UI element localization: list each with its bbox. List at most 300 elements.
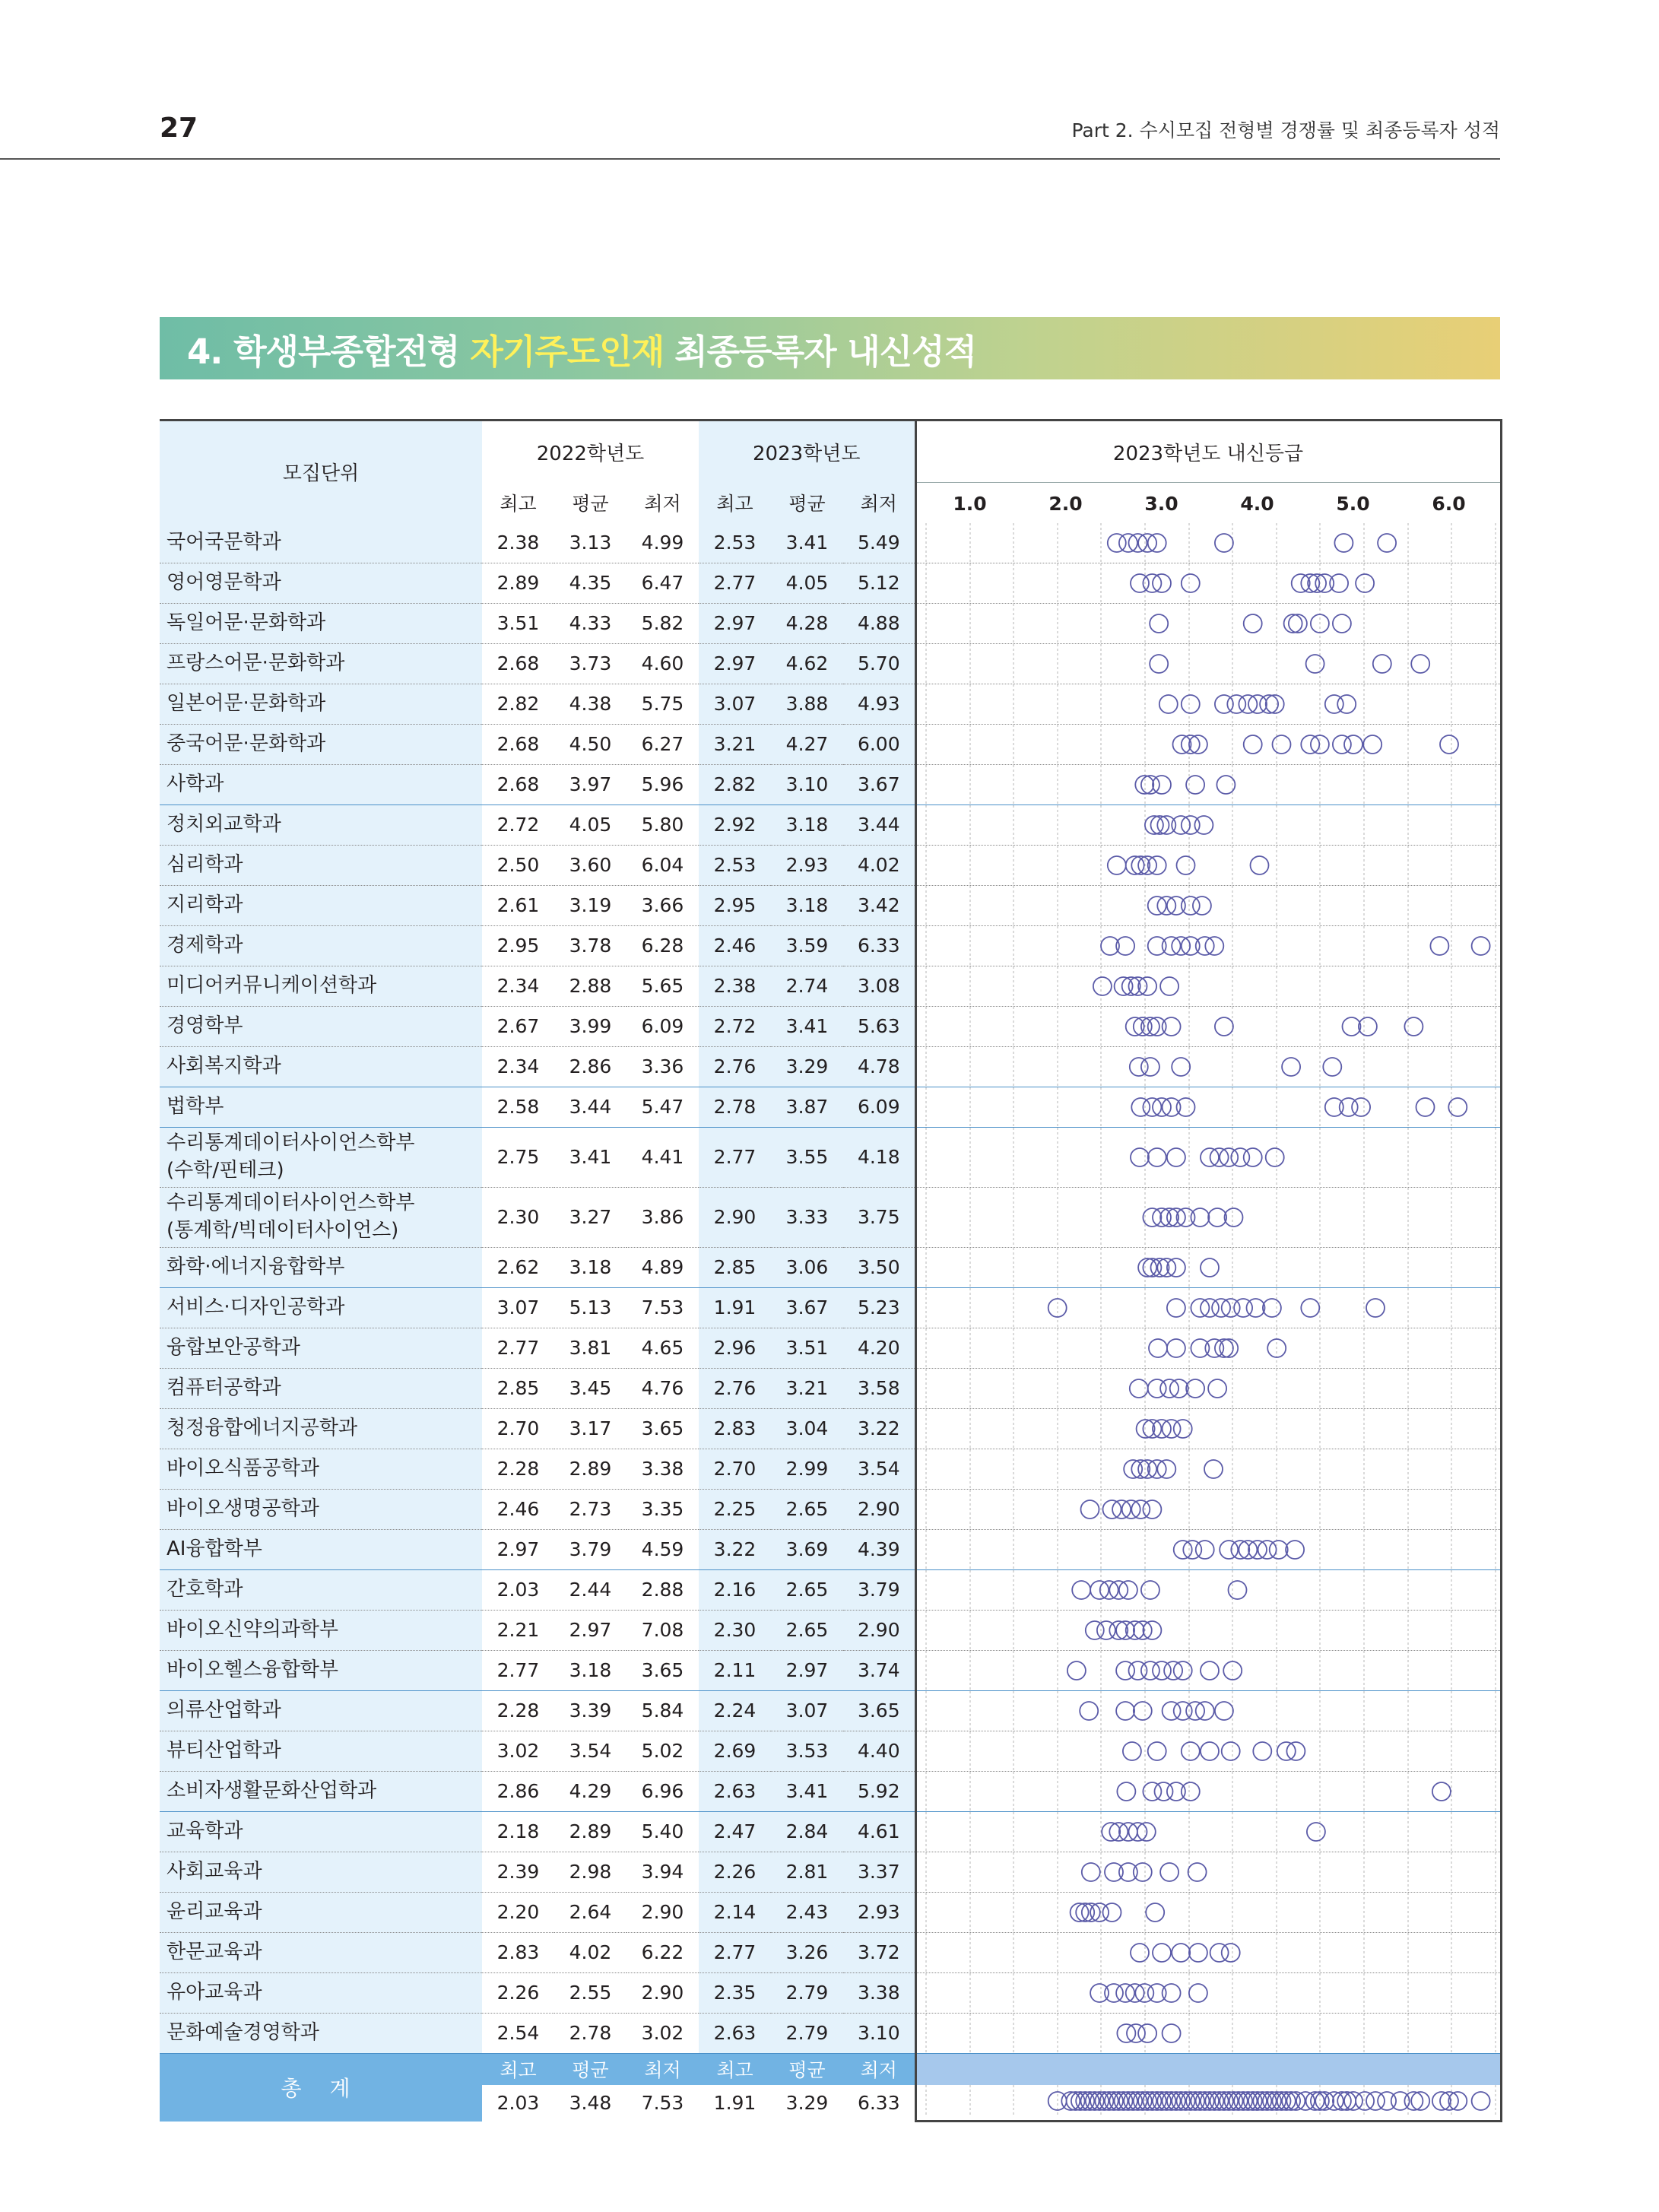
grade-dot <box>1107 534 1125 552</box>
row-value: 3.86 <box>641 1206 684 1228</box>
row-chart <box>915 925 1501 966</box>
row-value: 2.97 <box>699 643 771 684</box>
row-value: 4.40 <box>843 1731 915 1771</box>
row-value: 2.54 <box>496 2022 540 2044</box>
grade-dot <box>1210 1944 1228 1962</box>
row-unit-name: 미디어커뮤니케이션학과 <box>160 966 482 1006</box>
total-chart-band <box>915 2053 1501 2085</box>
grade-dot <box>1372 655 1391 673</box>
row-value: 2.18 <box>496 1820 540 1842</box>
row-value: 3.81 <box>569 1337 612 1359</box>
row-value: 3.22 <box>843 1408 915 1449</box>
row-value: 5.96 <box>641 773 684 795</box>
grade-dot <box>1188 1944 1207 1962</box>
grade-dot <box>1344 735 1362 754</box>
grade-dot <box>1315 574 1334 592</box>
grade-dot <box>1334 534 1353 552</box>
table-row <box>160 1127 1501 1187</box>
grade-dot <box>1181 1742 1199 1760</box>
grade-dot <box>1162 2024 1180 2042</box>
grade-dot-strip <box>917 1007 1498 1046</box>
table-row <box>160 1852 1501 1892</box>
grade-dot-strip <box>917 1893 1498 1932</box>
table-row <box>160 1690 1501 1731</box>
grade-dot-strip <box>917 805 1498 845</box>
row-value: 2.84 <box>771 1811 843 1852</box>
table-row <box>160 724 1501 764</box>
section-title <box>160 317 1500 379</box>
table-row <box>160 1006 1501 1046</box>
grade-dot <box>1188 735 1207 754</box>
grade-dot <box>1143 1782 1161 1801</box>
grade-dot <box>1378 534 1396 552</box>
grade-dot <box>1133 1863 1151 1881</box>
table-row <box>160 684 1501 724</box>
row-chart <box>915 1650 1501 1690</box>
row-value: 3.04 <box>771 1408 843 1449</box>
grade-dot <box>1160 977 1178 995</box>
grade-dot <box>1194 816 1213 834</box>
row-unit-name: 영어영문학과 <box>160 563 482 603</box>
grade-dot <box>1140 1058 1159 1076</box>
header-chart-title: 2023학년도 내신등급 <box>915 421 1501 483</box>
grade-dot <box>1131 1148 1149 1166</box>
row-value: 5.75 <box>641 693 684 715</box>
grade-dot <box>1072 1581 1090 1599</box>
table-row <box>160 1449 1501 1489</box>
grade-dot <box>1146 1903 1164 1922</box>
table-row <box>160 643 1501 684</box>
row-value: 4.65 <box>641 1337 684 1359</box>
grade-dot <box>1214 534 1232 552</box>
row-value: 3.75 <box>843 1187 915 1247</box>
grade-dot <box>1105 1863 1123 1881</box>
row-value: 2.76 <box>699 1368 771 1408</box>
table-row <box>160 1972 1501 2013</box>
grade-dot <box>1201 1661 1219 1680</box>
grade-dot <box>1147 1742 1166 1760</box>
grade-dot <box>1220 1339 1238 1357</box>
grade-dot-strip <box>917 1812 1498 1852</box>
grade-dot <box>1286 1541 1304 1559</box>
grade-dot <box>1342 1017 1360 1036</box>
grade-dot-strip <box>917 1852 1498 1892</box>
row-value: 3.42 <box>843 885 915 925</box>
row-value: 6.33 <box>843 925 915 966</box>
row-value: 6.47 <box>641 572 684 594</box>
row-value: 2.89 <box>496 572 540 594</box>
header-sub-min-2022: 최저 <box>626 483 699 523</box>
grade-dot <box>1430 937 1448 955</box>
row-chart <box>915 1771 1501 1811</box>
row-value: 4.60 <box>641 652 684 674</box>
grade-dot <box>1265 1148 1283 1166</box>
grade-dot <box>1118 1863 1137 1881</box>
row-unit-name: 소비자생활문화산업학과 <box>160 1771 482 1811</box>
row-value: 2.81 <box>771 1852 843 1892</box>
grade-dot <box>1166 1339 1185 1357</box>
grade-dot <box>1080 1500 1099 1519</box>
row-unit-name: 의류산업학과 <box>160 1690 482 1731</box>
grade-dot <box>1162 1017 1180 1036</box>
total-row <box>160 2053 1501 2085</box>
row-unit-name: 사회교육과 <box>160 1852 482 1892</box>
row-chart <box>915 1006 1501 1046</box>
row-value: 4.88 <box>843 603 915 643</box>
row-chart <box>915 1187 1501 1247</box>
row-value: 3.07 <box>699 684 771 724</box>
row-value: 2.92 <box>699 805 771 845</box>
row-value: 2.68 <box>496 733 540 755</box>
grade-dot <box>1159 695 1177 713</box>
row-unit-name: 컴퓨터공학과 <box>160 1368 482 1408</box>
row-value: 2.77 <box>699 563 771 603</box>
row-value: 2.53 <box>699 523 771 563</box>
grade-dot <box>1181 574 1199 592</box>
row-value: 2.30 <box>699 1610 771 1650</box>
row-value: 4.99 <box>641 532 684 554</box>
grade-dot <box>1282 1058 1300 1076</box>
table-row <box>160 2013 1501 2053</box>
row-value: 3.06 <box>771 1247 843 1287</box>
table-row <box>160 1569 1501 1610</box>
row-value: 3.41 <box>771 1771 843 1811</box>
grade-dot-strip <box>917 725 1498 764</box>
grade-dot <box>1166 1782 1185 1801</box>
header-sub-max-2022: 최고 <box>482 483 554 523</box>
total-chart <box>915 2085 1501 2122</box>
row-value: 2.72 <box>699 1006 771 1046</box>
grade-dot <box>1324 1098 1343 1116</box>
grade-dot <box>1181 1782 1199 1801</box>
row-value: 2.77 <box>699 1127 771 1187</box>
table-row <box>160 1287 1501 1328</box>
row-value: 2.86 <box>496 1780 540 1802</box>
row-value: 3.99 <box>569 1015 612 1037</box>
row-value: 2.88 <box>641 1579 684 1601</box>
row-chart <box>915 764 1501 805</box>
grade-dot <box>1404 1017 1423 1036</box>
row-value: 2.98 <box>569 1861 612 1883</box>
row-value: 2.89 <box>569 1458 612 1480</box>
chart-axis <box>915 483 1501 523</box>
grade-dot <box>1201 1258 1219 1277</box>
total-sub-header: 최고 <box>482 2053 554 2085</box>
grade-dot <box>1117 1782 1135 1801</box>
row-unit-name: 독일어문·문화학과 <box>160 603 482 643</box>
row-value: 4.20 <box>843 1328 915 1368</box>
table-row <box>160 1247 1501 1287</box>
row-value: 2.90 <box>843 1610 915 1650</box>
row-unit-name: 중국어문·문화학과 <box>160 724 482 764</box>
grade-dot <box>1306 1823 1324 1841</box>
grade-dot <box>1131 1098 1150 1116</box>
grade-dot-strip <box>917 1772 1498 1811</box>
row-value: 3.18 <box>771 805 843 845</box>
row-unit-name: 사회복지학과 <box>160 1046 482 1087</box>
row-value: 2.39 <box>496 1861 540 1883</box>
table-row <box>160 1610 1501 1650</box>
grade-dot <box>1188 1984 1207 2002</box>
row-value: 3.33 <box>771 1187 843 1247</box>
grade-dot-strip <box>917 1570 1498 1610</box>
grade-dot <box>1416 1098 1434 1116</box>
total-value: 3.48 <box>554 2085 626 2122</box>
row-value: 3.07 <box>496 1296 540 1319</box>
row-value: 2.95 <box>496 935 540 957</box>
row-value: 3.10 <box>771 764 843 805</box>
grade-dot <box>1363 735 1381 754</box>
row-value: 3.02 <box>496 1740 540 1762</box>
row-value: 4.59 <box>641 1538 684 1560</box>
grade-dot <box>1269 1541 1287 1559</box>
row-chart <box>915 1932 1501 1972</box>
grade-dot-strip <box>917 846 1498 885</box>
grade-dot <box>1332 735 1350 754</box>
grade-dot-strip <box>917 1248 1498 1287</box>
grade-dot <box>1243 614 1261 633</box>
grade-dot <box>1243 1148 1261 1166</box>
grade-dot <box>1288 614 1306 633</box>
grade-dot <box>1143 1258 1161 1277</box>
row-value: 2.65 <box>771 1610 843 1650</box>
row-value: 6.09 <box>641 1015 684 1037</box>
total-sub-header: 평균 <box>771 2053 843 2085</box>
grade-dot <box>1166 1148 1185 1166</box>
grade-dot <box>1131 1944 1149 1962</box>
header-sub-min-2023: 최저 <box>843 483 915 523</box>
grade-dot <box>1192 897 1210 915</box>
row-value: 2.90 <box>641 1901 684 1923</box>
row-value: 2.79 <box>771 1972 843 2013</box>
row-value: 2.69 <box>699 1731 771 1771</box>
row-unit-name: 프랑스어문·문화학과 <box>160 643 482 684</box>
row-value: 3.65 <box>641 1659 684 1681</box>
row-value: 5.70 <box>843 643 915 684</box>
row-value: 5.65 <box>641 975 684 997</box>
grade-dot <box>1272 735 1290 754</box>
grade-dot <box>1332 2092 1350 2110</box>
row-unit-name: 바이오헬스융합학부 <box>160 1650 482 1690</box>
row-value: 3.69 <box>771 1529 843 1569</box>
grade-dot <box>1150 614 1168 633</box>
row-value: 2.74 <box>771 966 843 1006</box>
row-chart <box>915 603 1501 643</box>
table-row <box>160 1771 1501 1811</box>
row-value: 3.17 <box>569 1417 612 1439</box>
row-chart <box>915 1529 1501 1569</box>
row-value: 2.28 <box>496 1699 540 1722</box>
row-value: 2.85 <box>699 1247 771 1287</box>
grade-dot <box>1147 1984 1166 2002</box>
table-row <box>160 1368 1501 1408</box>
row-value: 2.90 <box>843 1489 915 1529</box>
grade-dot <box>1090 1984 1109 2002</box>
row-value: 2.67 <box>496 1015 540 1037</box>
row-chart <box>915 1972 1501 2013</box>
row-value: 2.58 <box>496 1096 540 1118</box>
row-value: 3.02 <box>641 2022 684 2044</box>
total-value: 2.03 <box>482 2085 554 2122</box>
row-value: 3.65 <box>843 1690 915 1731</box>
row-chart <box>915 1449 1501 1489</box>
row-value: 3.60 <box>569 854 612 876</box>
grade-dot-strip <box>917 1087 1498 1127</box>
row-unit-name: 경영학부 <box>160 1006 482 1046</box>
row-value: 4.18 <box>843 1127 915 1187</box>
row-value: 3.38 <box>843 1972 915 2013</box>
row-value: 3.79 <box>843 1569 915 1610</box>
total-value: 3.29 <box>771 2085 843 2122</box>
row-unit-name: 수리통계데이터사이언스학부 (통계학/빅데이터사이언스) <box>160 1187 482 1247</box>
row-chart <box>915 523 1501 563</box>
grade-dot <box>1143 1500 1161 1519</box>
grade-dot-strip <box>917 1047 1498 1087</box>
grade-dot <box>1138 2024 1156 2042</box>
row-value: 2.30 <box>496 1206 540 1228</box>
row-value: 2.85 <box>496 1377 540 1399</box>
grade-dot <box>1227 695 1245 713</box>
grade-dot <box>1162 1702 1180 1720</box>
grade-dot <box>1067 1661 1085 1680</box>
total-value: 6.33 <box>843 2085 915 2122</box>
row-value: 7.08 <box>641 1619 684 1641</box>
row-value: 2.34 <box>496 1055 540 1077</box>
grade-dot <box>1160 1863 1178 1881</box>
row-unit-name: 심리학과 <box>160 845 482 885</box>
table-row <box>160 523 1501 563</box>
grade-dot <box>1356 574 1374 592</box>
row-value: 2.78 <box>699 1087 771 1127</box>
grade-dot <box>1093 977 1111 995</box>
row-value: 4.38 <box>569 693 612 715</box>
row-value: 2.62 <box>496 1256 540 1278</box>
grade-dot <box>1176 1098 1194 1116</box>
row-value: 3.72 <box>843 1932 915 1972</box>
row-value: 3.41 <box>771 1006 843 1046</box>
grade-dot <box>1147 1148 1166 1166</box>
row-chart <box>915 1247 1501 1287</box>
row-chart <box>915 563 1501 603</box>
row-value: 7.53 <box>641 1296 684 1319</box>
grade-dot <box>1220 1541 1238 1559</box>
grade-dot <box>1471 937 1489 955</box>
row-value: 3.29 <box>771 1046 843 1087</box>
grade-table <box>160 419 1502 2122</box>
row-value: 3.51 <box>496 612 540 634</box>
row-chart <box>915 2013 1501 2053</box>
row-value: 3.38 <box>641 1458 684 1480</box>
row-value: 3.10 <box>843 2013 915 2053</box>
total-sub-header: 최고 <box>699 2053 771 2085</box>
row-chart <box>915 805 1501 845</box>
row-unit-name: 일본어문·문화학과 <box>160 684 482 724</box>
row-value: 2.82 <box>496 693 540 715</box>
row-value: 2.03 <box>496 1579 540 1601</box>
row-value: 4.61 <box>843 1811 915 1852</box>
row-chart <box>915 1127 1501 1187</box>
total-value: 7.53 <box>626 2085 699 2122</box>
row-value: 6.04 <box>641 854 684 876</box>
row-value: 2.83 <box>496 1941 540 1963</box>
row-value: 5.63 <box>843 1006 915 1046</box>
row-value: 3.21 <box>699 724 771 764</box>
row-unit-name: 간호학과 <box>160 1569 482 1610</box>
row-value: 5.12 <box>843 563 915 603</box>
row-value: 2.35 <box>699 1972 771 2013</box>
row-value: 4.93 <box>843 684 915 724</box>
grade-dot <box>1214 1702 1232 1720</box>
row-value: 2.79 <box>771 2013 843 2053</box>
row-unit-name: 윤리교육과 <box>160 1892 482 1932</box>
row-unit-name: 바이오식품공학과 <box>160 1449 482 1489</box>
axis-tick-label: 5.0 <box>1336 493 1370 515</box>
row-value: 2.28 <box>496 1458 540 1480</box>
grade-dot <box>1147 937 1166 955</box>
row-chart <box>915 1087 1501 1127</box>
row-chart <box>915 1408 1501 1449</box>
row-value: 4.02 <box>843 845 915 885</box>
row-value: 5.80 <box>641 814 684 836</box>
table-row <box>160 885 1501 925</box>
row-value: 3.18 <box>771 885 843 925</box>
row-value: 2.95 <box>699 885 771 925</box>
row-value: 4.28 <box>771 603 843 643</box>
row-value: 6.00 <box>843 724 915 764</box>
row-value: 2.63 <box>699 2013 771 2053</box>
row-value: 2.64 <box>569 1901 612 1923</box>
grade-dot <box>1352 1098 1370 1116</box>
row-value: 3.54 <box>843 1449 915 1489</box>
grade-dot <box>1105 1984 1123 2002</box>
row-value: 1.91 <box>699 1287 771 1328</box>
row-value: 2.46 <box>496 1498 540 1520</box>
row-value: 3.66 <box>641 894 684 916</box>
row-chart <box>915 1811 1501 1852</box>
row-value: 2.63 <box>699 1771 771 1811</box>
row-chart <box>915 1731 1501 1771</box>
section-title-highlight: 자기주도인재 <box>470 331 665 372</box>
row-value: 6.27 <box>641 733 684 755</box>
grade-dot-strip <box>917 1409 1498 1449</box>
row-chart <box>915 1690 1501 1731</box>
grade-dot-strip <box>917 1691 1498 1731</box>
grade-dot-strip <box>917 604 1498 643</box>
row-value: 2.38 <box>699 966 771 1006</box>
row-value: 2.68 <box>496 652 540 674</box>
row-unit-name: 법학부 <box>160 1087 482 1127</box>
row-value: 4.05 <box>771 563 843 603</box>
grade-dot <box>1208 1379 1226 1398</box>
row-unit-name: 청정융합에너지공학과 <box>160 1408 482 1449</box>
row-value: 4.02 <box>569 1941 612 1963</box>
row-value: 6.22 <box>641 1941 684 1963</box>
row-value: 4.50 <box>569 733 612 755</box>
row-value: 3.74 <box>843 1650 915 1690</box>
grade-dot <box>1153 1944 1171 1962</box>
row-value: 6.96 <box>641 1780 684 1802</box>
row-value: 3.97 <box>569 773 612 795</box>
row-value: 2.77 <box>699 1932 771 1972</box>
row-value: 2.44 <box>569 1579 612 1601</box>
row-value: 3.22 <box>699 1529 771 1569</box>
row-value: 3.41 <box>569 1146 612 1168</box>
row-value: 4.05 <box>569 814 612 836</box>
grade-dot <box>1176 856 1194 874</box>
row-value: 2.43 <box>771 1892 843 1932</box>
row-chart <box>915 1328 1501 1368</box>
header-sub-avg-2023: 평균 <box>771 483 843 523</box>
